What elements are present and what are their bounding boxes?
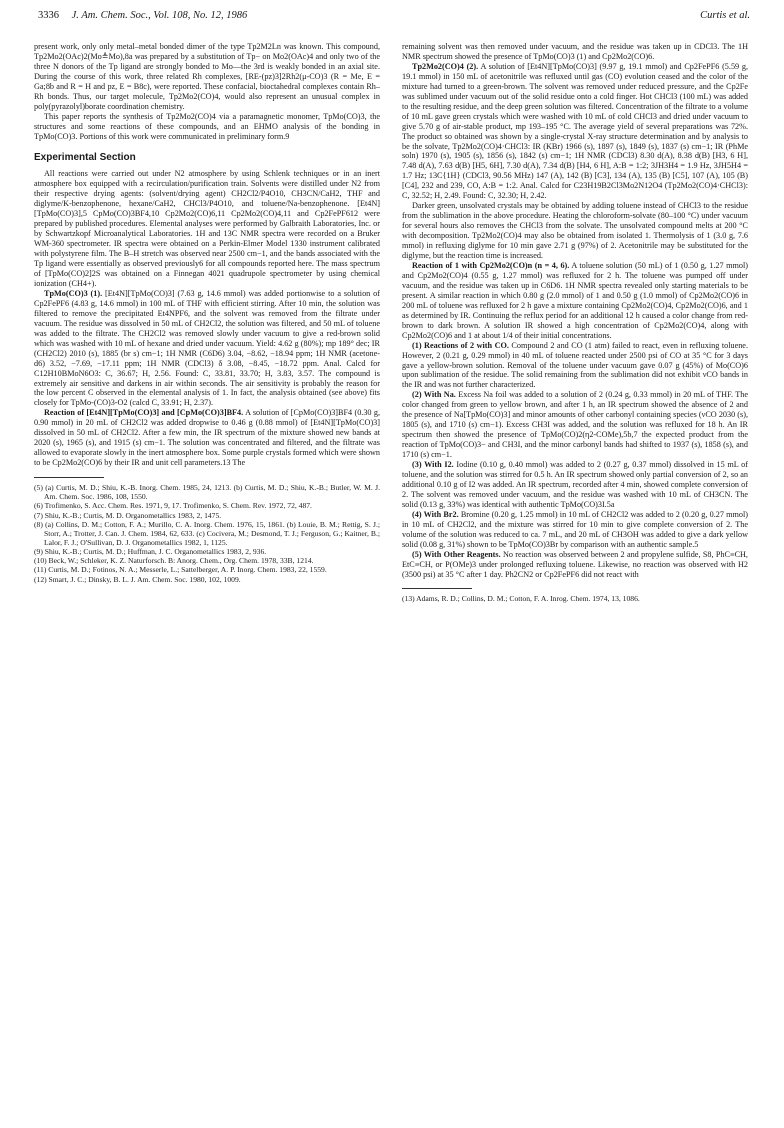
reaction-cp2mo2-paragraph <box>402 261 748 341</box>
page-header <box>38 10 750 30</box>
reaction-br2-paragraph <box>402 510 748 550</box>
footnote-divider <box>34 477 104 478</box>
continued-paragraph: remaining solvent was then removed under vacuum, and the residue was taken up in CDCl3. The 1H NMR spectrum showed the presence of TpMo(CO)3 (1) and Cp2Mo2(CO)6. <box>402 42 748 61</box>
reaction-et4n-paragraph <box>34 408 380 468</box>
left-column <box>34 42 380 584</box>
tpmo-co3-heading: TpMo(CO)3 (1). <box>44 288 103 298</box>
reaction-other-heading: (5) With Other Reagents. <box>412 549 501 559</box>
reaction-et4n-heading: Reaction of [Et4N][TpMo(CO)3] and [CpMo(CO)3]BF4. <box>44 408 244 418</box>
page-number: 3336 <box>38 10 59 21</box>
reaction-et4n-text: A solution of [CpMo(CO)3]BF4 (0.30 g, 0.90 mmol) in 20 mL of CH2Cl2 was added dropwise to 0.46 g (0.88 mmol) of [Et4N][TpMo(CO)3] dissolved in 50 mL of CH2Cl2. After a few min, the IR spectrum of the mixture showed new bands at 2020 (s), 1965 (s), and 1915 (s) cm−1. The solution was concentrated and filtered, and the filtrate was allowed to evaporate slowly in the inert atmosphere box. Some purple crystals formed which were shown to be Cp2Mo2(CO)6 by their IR and unit cell parameters.13 The <box>34 408 380 468</box>
footnotes-right <box>402 594 748 603</box>
experimental-general-paragraph: All reactions were carried out under N2 atmosphere by using Schlenk techniques or in an inert atmosphere box equipped with a recirculation/purification train. Solvents were distilled under N2 from their respective drying agents: (solvent/drying agent) CH2Cl2/P4O10, CH3CN/CaH2, THF and diglyme/K-benzophenone, hexane/CaH2, CHCl3/P4O10, and toluene/Na-benzophenone. [Et4N][TpMo(CO)3],5 CpMo(CO)3BF4,10 Cp2Mo2(CO)6,11 Cp2Mo2(CO)4,11 and Cp2FePF612 were prepared by published procedures. Elemental analyses were performed by Galbraith Laboratories, Inc. or by Schwartzkopf Microanalytical Laboratories. 1H and 13C NMR spectra were recorded on a Bruker WM-360 spectrometer. IR spectra were obtained on a Perkin-Elmer Model 1330 instrument calibrated with polystyrene film. The B–H stretch was observed near 2500 cm−1, and the bands associated with the Tp ligand were essentially as observed previously6 for all compounds reported here. The mass spectrum of [TpMo(CO)2]2S was obtained on a Finnegan 4021 quadrupole spectrometer by using chemical ionization (CH4+). <box>34 169 380 288</box>
reaction-br2-text: Bromine (0.20 g, 1.25 mmol) in 10 mL of CH2Cl2 was added to 2 (0.20 g, 0.27 mmol) in 10 mL of CH2Cl2, and the mixture was stirred for 10 min to give complete conversion of 2. The volume of the solution was reduced to ca. 7 mL, and 20 mL of CH3OH was added to give a dark yellow solid (0.08 g, 31%) shown to be TpMo(CO)3Br by comparison with an authentic sample.5 <box>402 509 748 549</box>
reaction-i2-heading: (3) With I2. <box>412 460 454 470</box>
reaction-co-paragraph <box>402 341 748 391</box>
reaction-br2-heading: (4) With Br2. <box>412 509 459 519</box>
unsolvated-crystals-paragraph: Darker green, unsolvated crystals may be obtained by adding toluene instead of CHCl3 to the residue from the sublimation in the above procedure. Heating the chloroform-solvate (80–100 °C) under vacuum for several hours also removes the CHCl3 from the solvate. The unsolvated compound melts at 200 °C with decomposition. Tp2Mo2(CO)4 may also be obtained from isolated 1. Thermolysis of 1 (3.0 g, 7.6 mmol) in refluxing diglyme for 10 min gave 2.71 g (97%) of 2. Acetonitrile may be substituted for the diglyme, but the reaction time is increased. <box>402 201 748 261</box>
tpmo-co3-paragraph <box>34 289 380 408</box>
reaction-i2-paragraph <box>402 460 748 510</box>
reaction-co-text: Compound 2 and CO (1 atm) failed to react, even in refluxing toluene. However, 2 (0.21 g, 0.29 mmol) in 40 mL of toluene reacted under 2500 psi of CO at 35 °C for 3 days gave a yellow-brown solution. Removal of the toluene under vacuum gave 0.07 g (45%) of Mo(CO)6 upon sublimation of the residue. The solid remaining from the sublimation did not exhibit νCO bands in the IR and was not further characterized. <box>402 340 748 390</box>
running-head-left <box>38 10 247 21</box>
footnotes-left <box>34 483 380 584</box>
reaction-other-text: No reaction was observed between 2 and propylene sulfide, S8, PhC≡CH, EtC≡CH, or P(OMe)3 under prolonged refluxing toluene. Likewise, no reaction was observed with H2 (3500 psi) at 35 °C after 1 day. Ph2CN2 or Cp2FePF6 did not react with <box>402 549 748 579</box>
running-head-authors: Curtis et al. <box>700 10 750 21</box>
tp2mo2-co4-paragraph <box>402 62 748 201</box>
footnote-5: (5) (a) Curtis, M. D.; Shiu, K.-B. Inorg. Chem. 1985, 24, 1213. (b) Curtis, M. D.; Shiu, K.-B.; Butler, W. M. J. Am. Chem. Soc. 1986, 108, 1550. <box>34 483 380 502</box>
footnote-divider-right <box>402 588 472 589</box>
reaction-co-heading: (1) Reactions of 2 with CO. <box>412 340 509 350</box>
footnote-11: (11) Curtis, M. D.; Fotinos, N. A.; Messerle, L.; Sattelberger, A. P. Inorg. Chem. 1983, 22, 1559. <box>34 565 327 575</box>
reaction-na-heading: (2) With Na. <box>412 390 456 400</box>
footnote-7: (7) Shiu, K.-B.; Curtis, M. D. Organometallics 1983, 2, 1475. <box>34 510 222 520</box>
reaction-cp2mo2-heading: Reaction of 1 with Cp2Mo2(CO)n (n = 4, 6). <box>412 260 570 270</box>
journal-citation: J. Am. Chem. Soc., Vol. 108, No. 12, 1986 <box>71 10 248 21</box>
tpmo-co3-text: [Et4N][TpMo(CO)3] (7.63 g, 14.6 mmol) was added portionwise to a solution of Cp2FePF6 (4.83 g, 14.6 mmol) in 100 mL of THF with efficient stirring. After 10 min, the solution was filtered to remove the precipitated Et4NPF6, and the solvent was removed from the filtrate under vacuum. The residue was dissolved in 50 mL of CH2Cl2, the solution was filtered, and 50 mL of toluene was added to the filtrate. The CH2Cl2 was removed slowly under vacuum to give a red-brown solid which was washed with 10 mL of hexane and dried under vacuum. Yield: 4.62 g (80%); mp 189° dec; IR (CH2Cl2) 2010 (s), 1885 (br s) cm−1; 1H NMR (C6D6) 3.04, −8.62, −18.94 ppm; 1H NMR (acetone-d6) 3.52, −7.69, −17.11 ppm; 1H NMR (CDCl3) δ 3.08, −8.45, −18.72 ppm. Anal. Calcd for C12H10BMoN6O3: C, 36.67; H, 2.56. Found: C, 33.81, 33.70; H, 3.83, 3.57. The compound is extremely air sensitive and darkens in air within seconds. The air sensitivity is probably the reason for the low percent C observed in the elemental analysis of 1. In fact, the analysis obtained (see above) fits closely for TpMo-(CO)3-O2 (calcd C, 33.91; H, 2.37). <box>34 288 380 408</box>
reaction-i2-text: Iodine (0.10 g, 0.40 mmol) was added to 2 (0.27 g, 0.37 mmol) dissolved in 15 mL of toluene, and the solution was stirred for 0.5 h. An IR spectrum showed only partial conversion of 2, so an additional 0.10 g of I2 was added. An IR spectrum, recorded after 4 min, showed complete conversion of 2. The solvent was removed under vacuum, and the residue was washed with 10 mL of CH3CN. The solid (0.13 g, 33%) was identical with authentic TpMo(CO)3I.5a <box>402 460 748 509</box>
reaction-cp2mo2-text: A toluene solution (50 mL) of 1 (0.50 g, 1.27 mmol) and Cp2Mo2(CO)4 (0.55 g, 1.27 mmol) was refluxed for 2 h. The toluene was pumped off under vacuum, and the residue was taken up in C6D6. 1H NMR spectra revealed only starting materials to be present. A similar reaction in which 0.80 g (2.0 mmol) of 1 and 0.50 g (1.0 mmol) of Cp2Mo2(CO)6 in 200 mL of toluene was refluxed for 2 h gave a mixture containing Cp2Mo2(CO)4, Cp2Mo2(CO)6, and 1 as determined by IR. Continuing the reflux period for an additional 12 h caused a color change from red-brown to dark brown. A solution IR showed a high concentration of Cp2Mo2(CO)4, along with Cp2Mo2(CO)6 and 1 at about 1/4 of their initial concentrations. <box>402 260 748 340</box>
footnote-8: (8) (a) Collins, D. M.; Cotton, F. A.; Murillo, C. A. Inorg. Chem. 1976, 15, 1861. (b) Louie, B. M.; Rettig, S. J.; Storr, A.; Trotter, J. Can. J. Chem. 1984, 62, 633. (c) Cocivera, M.; Desmond, T. J.; Ferguson, G.; Kaitner, B.; Lalor, F. J.; O'Sullivan, D. J. Organometallics 1982, 1, 1125. <box>34 519 380 548</box>
intro-paragraph-2: This paper reports the synthesis of Tp2Mo2(CO)4 via a paramagnetic monomer, TpMo(CO)3, the structures and some reactions of these compounds, and an EHMO analysis of the bonding in TpMo(CO)3. Portions of this work were communicated in preliminary form.9 <box>34 111 380 141</box>
right-column <box>402 42 748 604</box>
tp2mo2-co4-text: A solution of [Et4N][TpMo(CO)3] (9.97 g, 19.1 mmol) and Cp2FePF6 (5.59 g, 19.1 mmol) in 150 mL of acetonitrile was refluxed until gas (CO) evolution ceased and the color of the mixture had turned to a green-brown. The solvent was removed under reduced pressure, and the Cp2Fe was sublimed under vacuum out of the solid residue onto a cold finger. Hot CHCl3 (100 mL) was added to the resulting residue, and the deep green solution was filtered. Concentration of the filtrate to a volume of 10 mL gave green crystals which were washed with 10 mL of cold CHCl3 and dried under vacuum to give 5.70 g of air-stable product, mp 193–195 °C. The average yield of several preparations was 72%. The product so obtained was shown by a single-crystal X-ray structure determination and by analysis to be the solvate, Tp2Mo2(CO)4·CHCl3: IR (KBr) 1966 (s), 1897 (s), 1849 (s), 1837 (s) cm−1; IR (PhMe soln) 1970 (s), 1905 (s), 1856 (s), 1842 (s) cm−1; 1H NMR (CDCl3) 8.30 d(A), 8.38 d(B) [H3, 6 H], 7.48 d(A), 7.63 d(B) [H5, 6H], 7.30 d(A), 7.34 d(B) [H4, 6 H], A:B = 1:2; 3JH3H4 = 1.9 Hz, 3JH5H4 = 1.7 Hz; 13C{1H} (CDCl3, 90.56 MHz) 147 (A), 142 (B) [C3], 134 (A), 135 (B) [C5], 107 (A), 105 (B) [C4], 232 and 239, CO, A:B = 1:2. Anal. Calcd for C23H19B2Cl3Mo2N12O4 (Tp2Mo2(CO)4·CHCl3): C, 32.52; H, 2.49. Found: C, 32.30; H, 2.42. <box>402 61 748 201</box>
footnote-6: (6) Trofimenko, S. Acc. Chem. Res. 1971, 9, 17. Trofimenko, S. Chem. Rev. 1972, 72, 487. <box>34 501 312 511</box>
reaction-other-paragraph <box>402 550 748 580</box>
intro-paragraph-1: present work, only only metal–metal bonded dimer of the type Tp2M2Ln was known. This compound, Tp2Mo2(OAc)2(Mo≜Mo),8a was prepared by a substitution of Tp− on Mo2(OAc)4 and only two of the three N donors of the Tp ligand are strongly bonded to Mo—the 3rd is weakly bonded in an axial site. During the course of this work, three related Rh complexes, [RE-(pz)3]2Rh2(μ-CO)3 (R = Me, E = Ga;8b and R = H and pz, E = B8c), were reported. These confacial, bioctahedral complexes contain Rh–Rh bonds. Thus, our target molecule, Tp2Mo2(CO)4, would also represent an unusual complex in poly(pyrazolyl)borate coordination chemistry. <box>34 42 380 111</box>
section-title-experimental: Experimental Section <box>34 151 136 163</box>
tp2mo2-co4-heading: Tp2Mo2(CO)4 (2). <box>412 61 479 71</box>
footnote-12: (12) Smart, J. C.; Dinsky, B. L. J. Am. Chem. Soc. 1980, 102, 1009. <box>34 574 241 584</box>
reaction-na-paragraph <box>402 390 748 460</box>
footnote-13: (13) Adams, R. D.; Collins, D. M.; Cotton, F. A. Inrog. Chem. 1974, 13, 1086. <box>402 594 640 604</box>
footnote-10: (10) Beck, W.; Schleker, K. Z. Naturforsch. B: Anorg. Chem., Org. Chem. 1978, 33B, 1214. <box>34 556 314 566</box>
footnote-9: (9) Shiu, K.-B.; Curtis, M. D.; Huffman, J. C. Organometallics 1983, 2, 936. <box>34 547 267 557</box>
reaction-na-text: Excess Na foil was added to a solution of 2 (0.24 g, 0.33 mmol) in 20 mL of THF. The color changed from green to yellow brown, and after 1 h, an IR spectrum showed the absence of 2 and the presence of Na[TpMo(CO)3] and minor amounts of other carbonyl containing species (νCO 2030 (s), 1805 (s), and 1710 (s) cm−1). Excess CH3I was added, and the solution was refluxed for 18 h. An IR spectrum then showed the presence of TpMo(CO)2(η2-COMe),5b,7 the expected product from the reaction of TpMo(CO)3− and CH3I, and the minor carbonyl bands had shifted to 1937 (s), 1858 (s), and 1710 (s) cm−1. <box>402 390 749 460</box>
